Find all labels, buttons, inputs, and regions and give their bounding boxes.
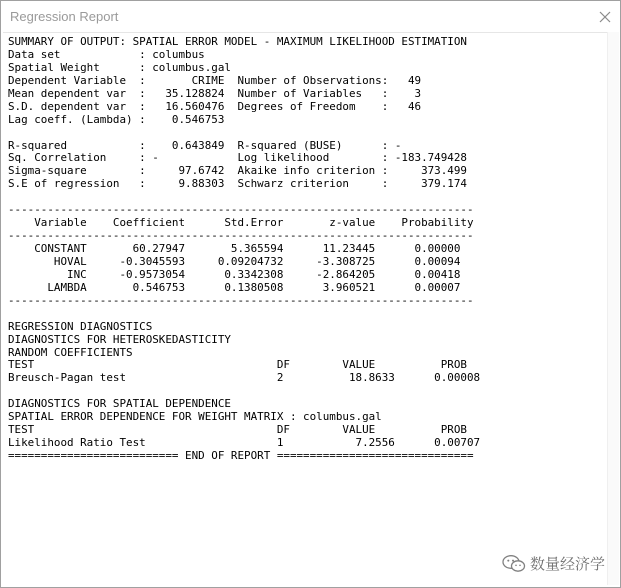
report-line: Lag coeff. (Lambda) : 0.546753 bbox=[8, 112, 225, 126]
report-line: Breusch-Pagan test 2 18.8633 0.00008 bbox=[8, 371, 481, 385]
report-line: RANDOM COEFFICIENTS bbox=[8, 345, 133, 359]
close-icon bbox=[599, 11, 611, 23]
report-line: Data set : columbus bbox=[8, 47, 205, 61]
report-line bbox=[8, 308, 480, 321]
wechat-icon bbox=[502, 555, 526, 573]
report-line: Sq. Correlation : - Log likelihood : -183.749428 bbox=[8, 151, 467, 165]
report-line: S.D. dependent var : 16.560476 Degrees of Freedom : 46 bbox=[8, 99, 422, 113]
title-bar[interactable] bbox=[1, 1, 620, 32]
report-line: R-squared : 0.643849 R-squared (BUSE) : - bbox=[8, 138, 402, 152]
watermark-text: 数量经济学 bbox=[529, 556, 605, 573]
report-line: CONSTANT 60.27947 5.365594 11.23445 0.00000 bbox=[8, 242, 461, 255]
report-line: INC -0.9573054 0.3342308 -2.864205 0.00418 bbox=[8, 267, 461, 281]
report-line: DIAGNOSTICS FOR SPATIAL DEPENDENCE bbox=[8, 397, 231, 411]
report-line: REGRESSION DIAGNOSTICS bbox=[8, 319, 153, 333]
report-line: SUMMARY OF OUTPUT: SPATIAL ERROR MODEL - MAXIMUM LIKELIHOOD ESTIMATION bbox=[8, 35, 467, 48]
watermark bbox=[502, 553, 605, 574]
report-body bbox=[8, 36, 480, 463]
report-line: TEST DF VALUE PROB bbox=[8, 423, 467, 437]
report-line: SPATIAL ERROR DEPENDENCE FOR WEIGHT MATRIX : columbus.gal bbox=[8, 410, 382, 424]
report-line bbox=[8, 127, 480, 140]
report-line: ----------------------------------------------------------------------- bbox=[8, 229, 474, 243]
report-line: LAMBDA 0.546753 0.1380508 3.960521 0.00007 bbox=[8, 280, 461, 294]
report-line: TEST DF VALUE PROB bbox=[8, 358, 467, 372]
report-line: Variable Coefficient Std.Error z-value Probability bbox=[8, 216, 474, 230]
report-line: Mean dependent var : 35.128824 Number of Variables : 3 bbox=[8, 86, 422, 100]
report-line: Spatial Weight : columbus.gal bbox=[8, 60, 231, 74]
report-line: ----------------------------------------------------------------------- bbox=[8, 203, 474, 217]
report-line: DIAGNOSTICS FOR HETEROSKEDASTICITY bbox=[8, 332, 231, 346]
close-button[interactable] bbox=[590, 1, 620, 32]
vertical-scrollbar[interactable] bbox=[607, 32, 619, 585]
report-line: Dependent Variable : CRIME Number of Observations: 49 bbox=[8, 73, 422, 87]
report-line: Likelihood Ratio Test 1 7.2556 0.00707 bbox=[8, 436, 481, 450]
report-line: ========================== END OF REPORT ============================== bbox=[8, 449, 474, 462]
window-title: Regression Report bbox=[10, 9, 119, 24]
report-line: Sigma-square : 97.6742 Akaike info criterion : 373.499 bbox=[8, 164, 467, 178]
report-line: S.E of regression : 9.88303 Schwarz criterion : 379.174 bbox=[8, 177, 467, 191]
report-line: HOVAL -0.3045593 0.09204732 -3.308725 0.00094 bbox=[8, 254, 461, 268]
report-text-area[interactable] bbox=[3, 32, 609, 586]
report-line: ----------------------------------------------------------------------- bbox=[8, 293, 474, 307]
